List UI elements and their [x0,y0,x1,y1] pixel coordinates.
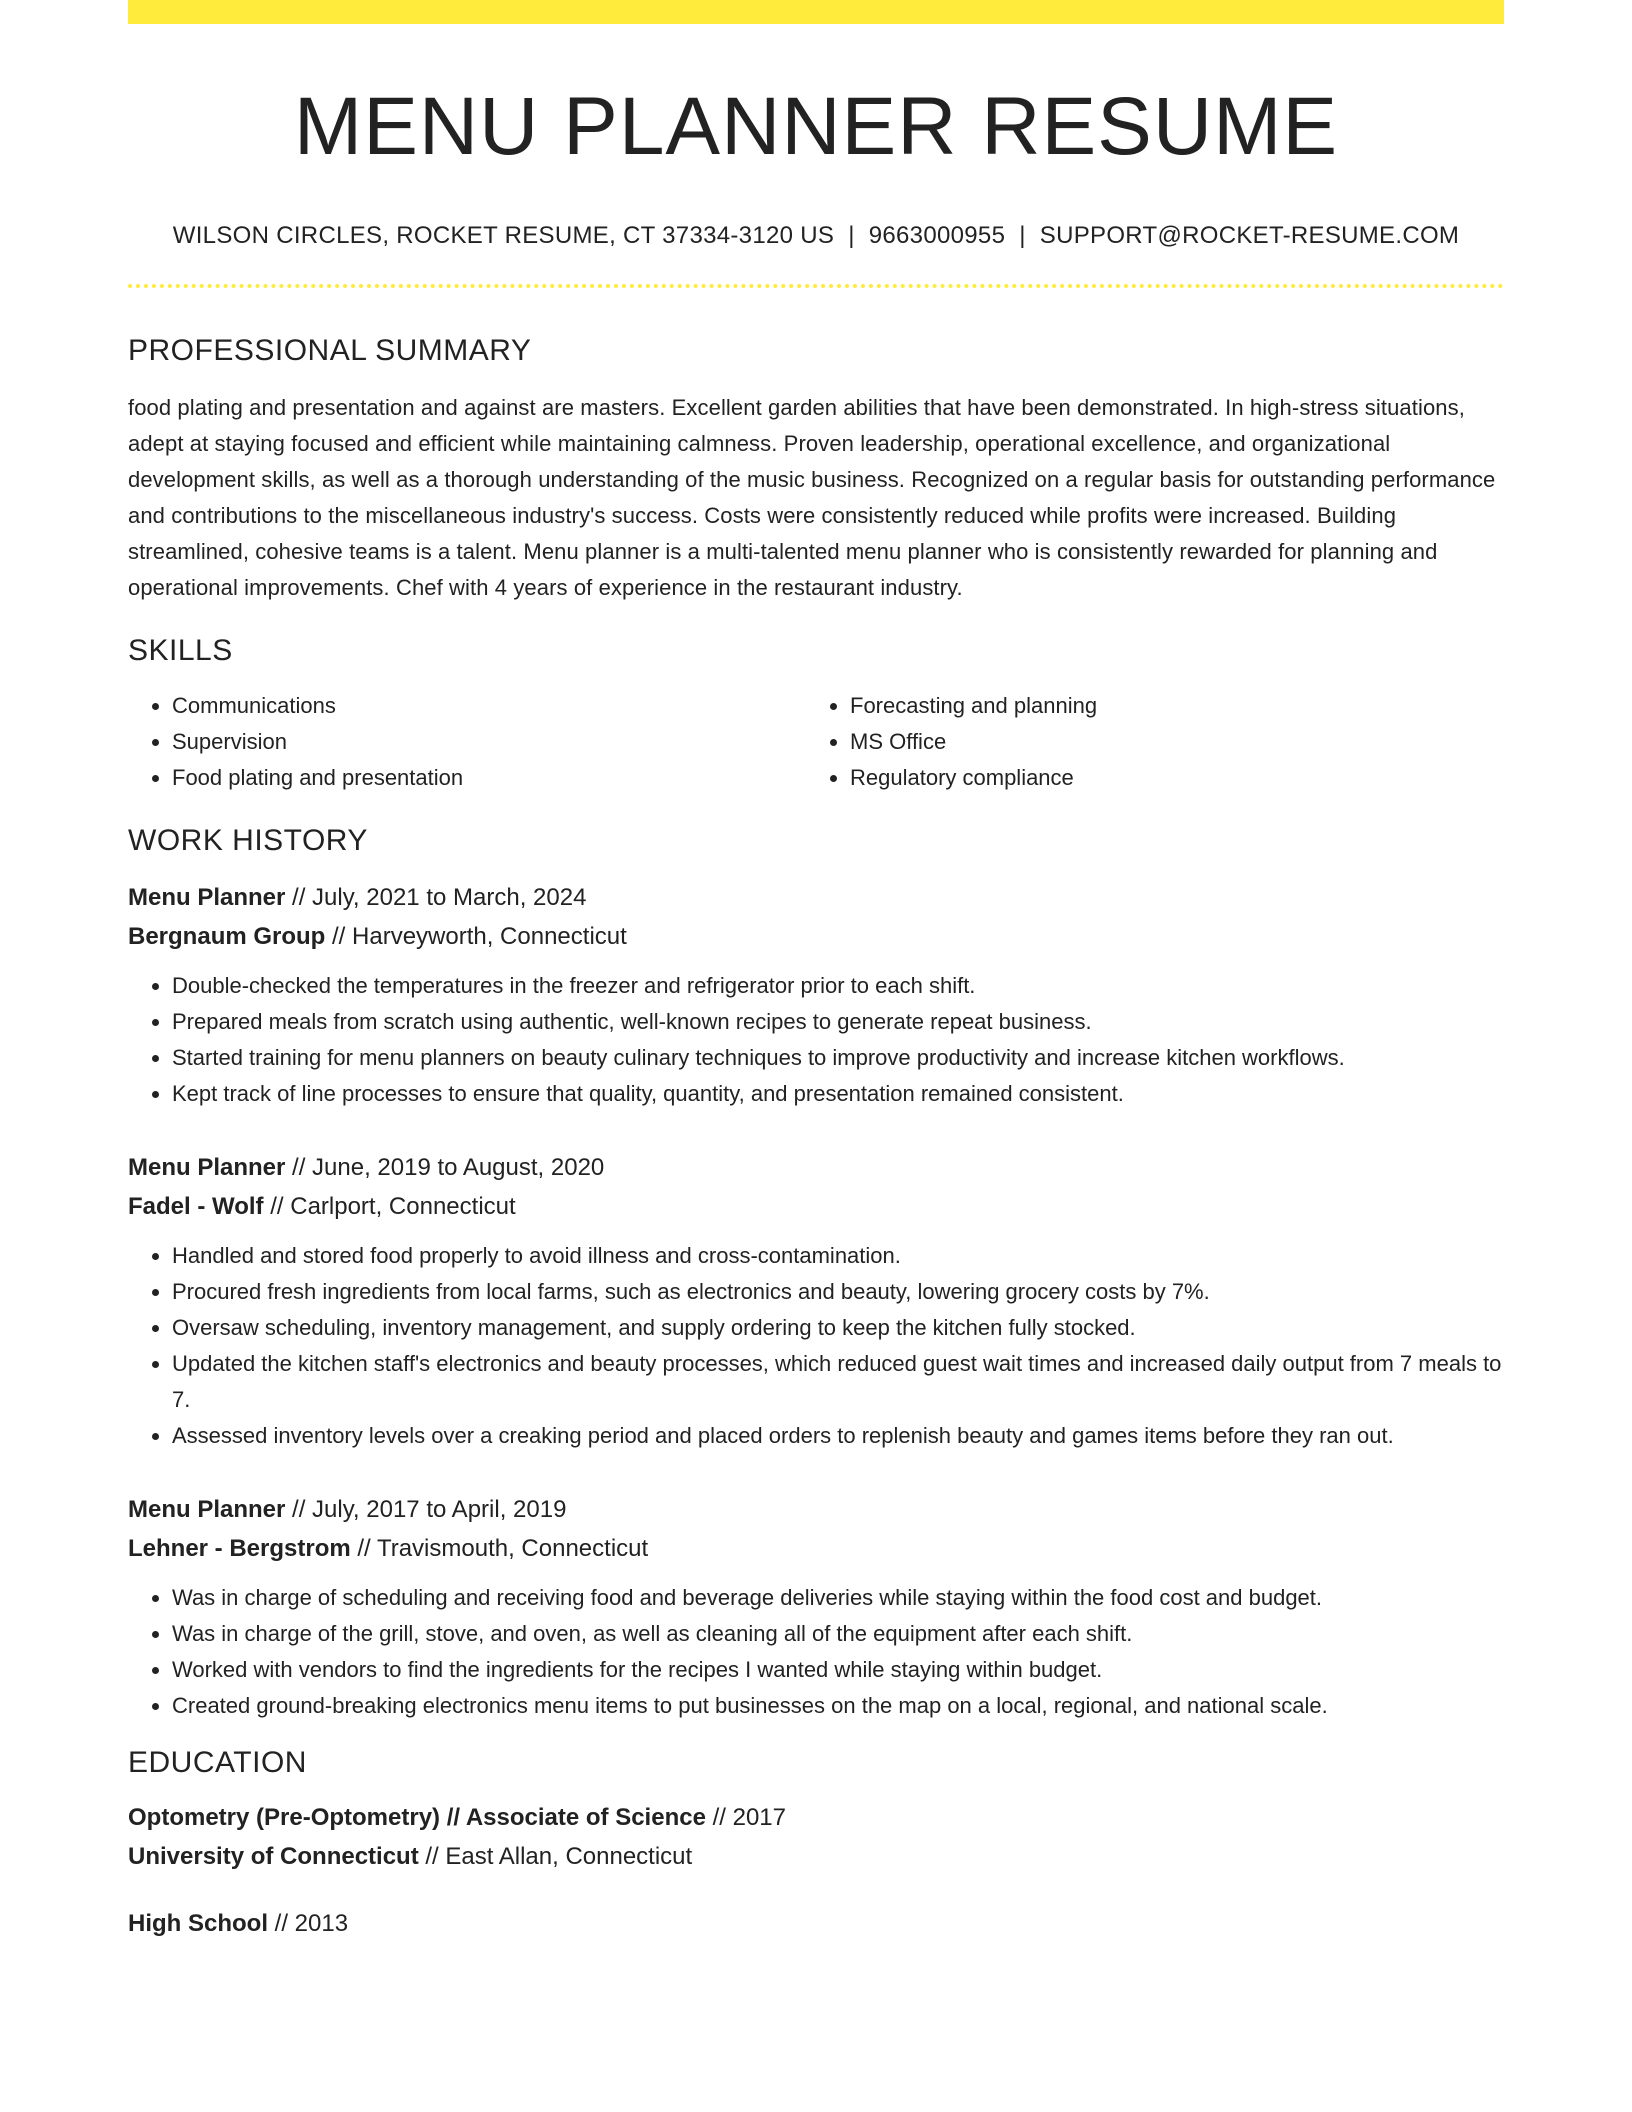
skill-item: • Communications [172,688,806,724]
job-title: Menu Planner [128,884,286,912]
education-entry [128,1904,1504,1943]
job-bullet: • Was in charge of the grill, stove, and oven, as well as cleaning all of the equipment after each shift. [172,1616,1504,1652]
degree-line [128,1798,1504,1837]
job-title: Menu Planner [128,1496,286,1524]
skills-heading: SKILLS [128,634,233,668]
summary-section [128,334,1504,606]
work-history-heading: WORK HISTORY [128,824,368,858]
job-bullet: • Oversaw scheduling, inventory management, and supply ordering to keep the kitchen fully stocked. [172,1310,1504,1346]
job-bullet: • Double-checked the temperatures in the freezer and refrigerator prior to each shift. [172,968,1504,1004]
summary-text: food plating and presentation and against are masters. Excellent garden abilities that have been demonstrated. In high-stress situations, adept at staying focused and efficient while maintaining calmness. Proven leadership, operational excellence, and organizational development skills, as well as a thorough understanding of the music business. Recognized on a regular basis for outstanding performance and contributions to the miscellaneous industry's success. Costs were consistently reduced while profits were increased. Building streamlined, cohesive teams is a talent. Menu planner is a multi-talented menu planner who is consistently rewarded for planning and operational improvements. Chef with 4 years of experience in the restaurant industry. [128,395,1496,601]
job-bullets [128,1580,1504,1724]
degree-year: // 2013 [268,1910,349,1938]
skill-item: • Supervision [172,724,806,760]
degree-line [128,1904,1504,1943]
job-company: Bergnaum Group [128,923,326,951]
job-bullets [128,1238,1504,1454]
job-bullet: • Handled and stored food properly to avoid illness and cross-contamination. [172,1238,1504,1274]
degree: Optometry (Pre-Optometry) // Associate of Science [128,1804,706,1832]
skill-item: • Forecasting and planning [850,688,1484,724]
job-company: Fadel - Wolf [128,1193,264,1221]
school: University of Connecticut [128,1843,419,1871]
contact-address: WILSON CIRCLES, ROCKET RESUME, CT 37334-3120 US [172,222,835,250]
education-heading: EDUCATION [128,1746,307,1780]
job-bullet: • Procured fresh ingredients from local farms, such as electronics and beauty, lowering grocery costs by 7%. [172,1274,1504,1310]
job-bullets [128,968,1504,1112]
contact-separator: | [1019,222,1026,250]
job-bullet: • Worked with vendors to find the ingredients for the recipes I wanted while staying within budget. [172,1652,1504,1688]
job-bullet: • Assessed inventory levels over a creaking period and placed orders to replenish beauty and games items before they ran out. [172,1418,1504,1454]
dotted-divider [128,284,1504,288]
job-company-line [128,1529,1504,1568]
skill-item: • MS Office [850,724,1484,760]
job-title-line [128,1490,1504,1529]
job-company-line [128,1187,1504,1226]
job-bullet: • Prepared meals from scratch using authentic, well-known recipes to generate repeat business. [172,1004,1504,1040]
school-location: // East Allan, Connecticut [418,1843,693,1871]
job-entry [128,1490,1504,1724]
resume-title: MENU PLANNER RESUME [293,81,1339,172]
job-location: // Travismouth, Connecticut [350,1535,649,1563]
top-accent-bar [128,0,1504,24]
job-dates: // June, 2019 to August, 2020 [285,1154,605,1182]
job-entry [128,878,1504,1112]
degree-year: // 2017 [705,1804,786,1832]
job-bullet: • Kept track of line processes to ensure that quality, quantity, and presentation remained consistent. [172,1076,1504,1112]
job-bullet: • Was in charge of scheduling and receiving food and beverage deliveries while staying within the food cost and budget. [172,1580,1504,1616]
job-dates: // July, 2021 to March, 2024 [285,884,587,912]
school-line [128,1837,1504,1876]
degree: High School [128,1910,268,1938]
work-history-section [128,824,1504,1724]
contact-phone: 9663000955 [868,222,1006,250]
contact-separator: | [848,222,855,250]
job-bullet: • Started training for menu planners on beauty culinary techniques to improve productivity and increase kitchen workflows. [172,1040,1504,1076]
skills-right-list [806,688,1484,796]
skills-section [128,634,1504,796]
job-location: // Carlport, Connecticut [263,1193,516,1221]
contact-line [128,222,1504,250]
skill-item: • Food plating and presentation [172,760,806,796]
skills-columns [128,688,1504,796]
job-dates: // July, 2017 to April, 2019 [285,1496,567,1524]
job-bullet: • Updated the kitchen staff's electronics and beauty processes, which reduced guest wait times and increased daily output from 7 meals to 7. [172,1346,1504,1418]
job-bullet: • Created ground-breaking electronics menu items to put businesses on the map on a local, regional, and national scale. [172,1688,1504,1724]
summary-heading: PROFESSIONAL SUMMARY [128,334,532,368]
job-title-line [128,878,1504,917]
contact-email: SUPPORT@ROCKET-RESUME.COM [1039,222,1460,250]
job-entry [128,1148,1504,1454]
job-company-line [128,917,1504,956]
education-entry [128,1798,1504,1876]
resume-page [128,0,1504,1943]
job-company: Lehner - Bergstrom [128,1535,351,1563]
job-location: // Harveyworth, Connecticut [325,923,627,951]
job-title-line [128,1148,1504,1187]
job-title: Menu Planner [128,1154,286,1182]
education-section [128,1746,1504,1943]
skill-item: • Regulatory compliance [850,760,1484,796]
skills-left-list [128,688,806,796]
